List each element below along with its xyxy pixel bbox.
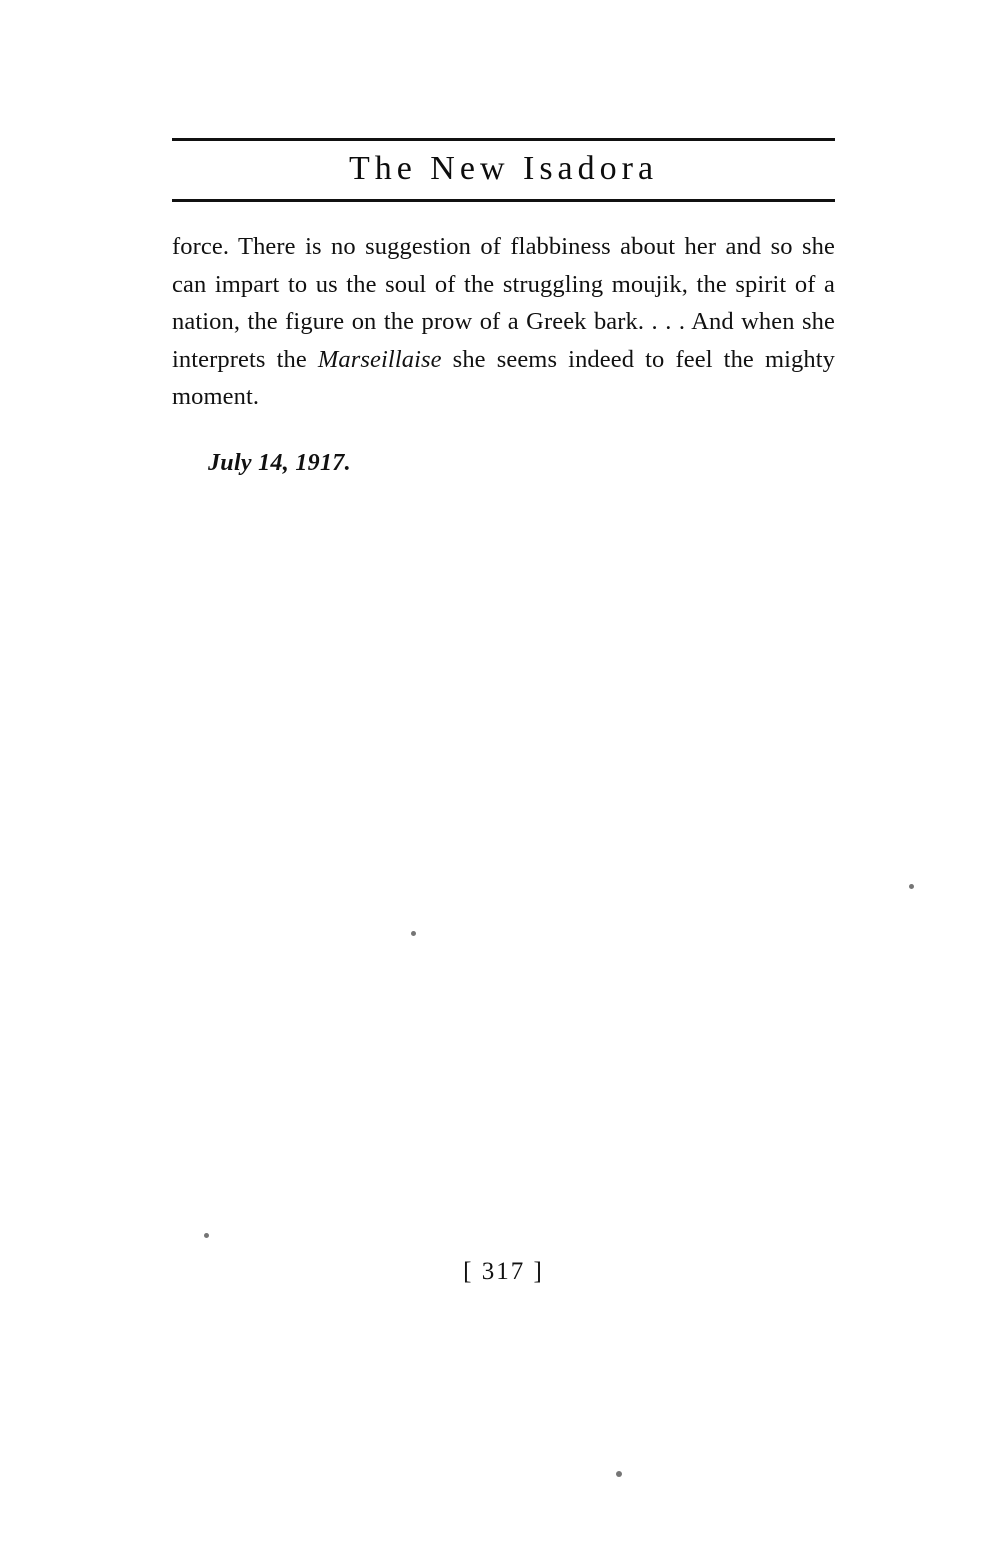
running-head-block — [172, 138, 835, 202]
scan-speck — [411, 931, 416, 936]
paragraph-continuation — [172, 228, 835, 416]
italic-work-title: Marseillaise — [317, 345, 442, 373]
scan-speck — [909, 884, 914, 889]
scan-speck — [616, 1471, 622, 1477]
rule-below-head — [172, 199, 835, 202]
scan-speck — [204, 1233, 209, 1238]
paragraph-text-pre: force. There is no suggestion of flabbiness about her and so she can impart to us the soul of the struggling moujik, the spirit of a nation, the figure on the prow of a Greek bark. . . . And when she interprets the — [172, 233, 835, 373]
body-text-column — [172, 228, 835, 477]
date-line: July 14, 1917. — [208, 449, 351, 476]
paragraph-text-post: she seems indeed to feel the mighty moment. — [172, 345, 836, 411]
page-title: The New Isadora — [348, 150, 659, 187]
page-number: [ 317 ] — [463, 1258, 544, 1285]
